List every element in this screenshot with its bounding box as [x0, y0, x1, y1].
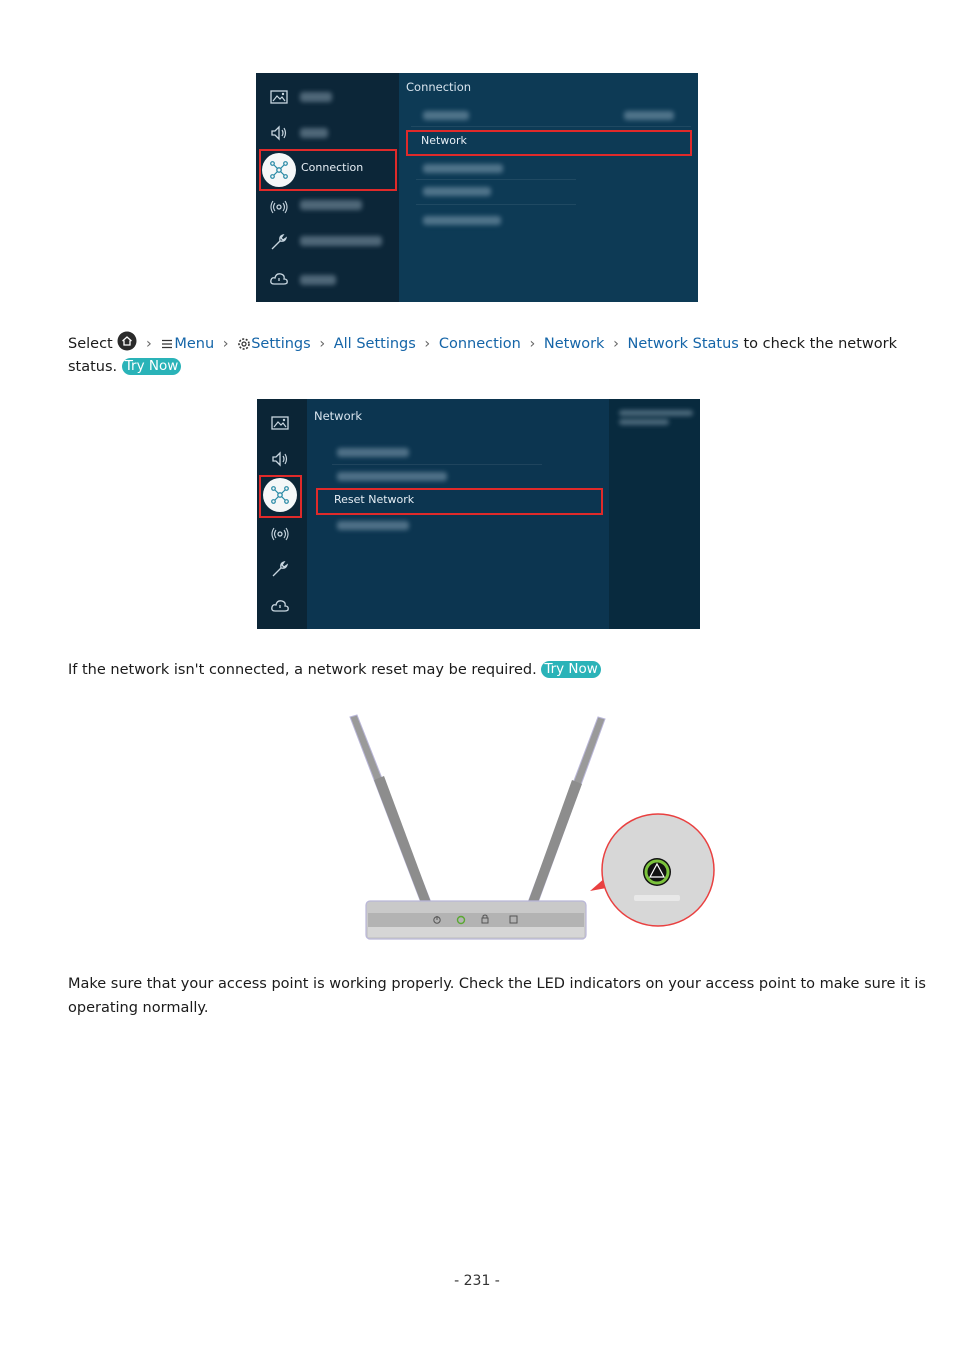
try-now-button[interactable]: Try Now — [122, 358, 182, 375]
menu-item-network-highlight — [406, 130, 692, 156]
sidebar-item-connection-highlight — [259, 149, 397, 191]
broadcasting-icon — [270, 523, 290, 543]
link-settings[interactable]: Settings — [251, 336, 311, 352]
chevron-right-icon: › — [145, 336, 152, 352]
link-all-settings[interactable]: All Settings — [333, 336, 416, 352]
menu-item-network-label: Network — [421, 134, 467, 147]
instruction-check-access-point-line2: operating normally. — [68, 1000, 209, 1016]
wrench-icon — [270, 559, 290, 579]
menu-item-blurred-2 — [337, 472, 447, 481]
support-cloud-icon — [269, 269, 289, 289]
picture-icon — [269, 87, 289, 107]
tv-screenshot-network — [257, 399, 700, 629]
tv-screenshot-connection — [256, 73, 698, 302]
help-text-blurred-1 — [619, 410, 693, 416]
broadcasting-icon — [269, 196, 289, 216]
sound-icon — [269, 123, 289, 143]
chevron-right-icon: › — [222, 336, 229, 352]
chevron-right-icon: › — [424, 336, 431, 352]
menu-item-reset-network-label: Reset Network — [334, 493, 415, 506]
led-zoom-callout — [590, 814, 714, 926]
sidebar-item-broadcasting — [300, 200, 362, 210]
panel-title: Network — [314, 409, 363, 423]
wrench-icon — [269, 232, 289, 252]
support-cloud-icon — [270, 596, 290, 616]
left-antenna — [350, 715, 432, 908]
instruction-network-status: Select › Menu › Settings › All Settings › Connection › Network › Network Status to check the network — [68, 331, 897, 359]
chevron-right-icon: › — [319, 336, 326, 352]
menu-item-blurred-3 — [423, 187, 491, 196]
menu-item-blurred-1 — [423, 111, 469, 120]
sidebar-item-connection-label: Connection — [301, 161, 364, 174]
gear-icon — [237, 335, 251, 359]
link-connection[interactable]: Connection — [438, 336, 521, 352]
link-network[interactable]: Network — [543, 336, 605, 352]
menu-item-blurred-1 — [337, 448, 409, 457]
menu-item-blurred-2 — [423, 164, 503, 173]
page-number: - 231 - — [454, 1273, 500, 1289]
chevron-right-icon: › — [529, 336, 536, 352]
right-antenna — [527, 717, 605, 908]
help-text-blurred-2 — [619, 419, 669, 425]
try-now-button[interactable]: Try Now — [541, 661, 601, 678]
link-network-status[interactable]: Network Status — [627, 336, 739, 352]
menu-item-reset-network-highlight — [316, 488, 603, 515]
panel-title: Connection — [406, 80, 472, 94]
sidebar-item-picture — [300, 92, 332, 102]
instruction-check-access-point: Make sure that your access point is working properly. Check the LED indicators on your access point to make sure it is — [68, 976, 926, 992]
sidebar-connection-highlight — [259, 475, 302, 518]
sidebar-item-support — [300, 275, 336, 285]
router-body — [366, 901, 586, 939]
menu-item-value-blurred — [624, 111, 674, 120]
router-illustration — [340, 705, 730, 950]
picture-icon — [270, 413, 290, 433]
tv-help-panel — [609, 399, 700, 629]
menu-item-blurred-3 — [337, 521, 409, 530]
sidebar-item-sound — [300, 128, 328, 138]
sound-icon — [270, 449, 290, 469]
chevron-right-icon: › — [613, 336, 619, 352]
sidebar-item-general — [300, 236, 382, 246]
link-menu[interactable]: Menu — [174, 336, 215, 352]
instruction-network-reset: If the network isn't connected, a network reset may be required. Try Now — [68, 658, 601, 682]
menu-item-blurred-4 — [423, 216, 501, 225]
instruction-network-status-line2: status. Try Now — [68, 355, 181, 379]
